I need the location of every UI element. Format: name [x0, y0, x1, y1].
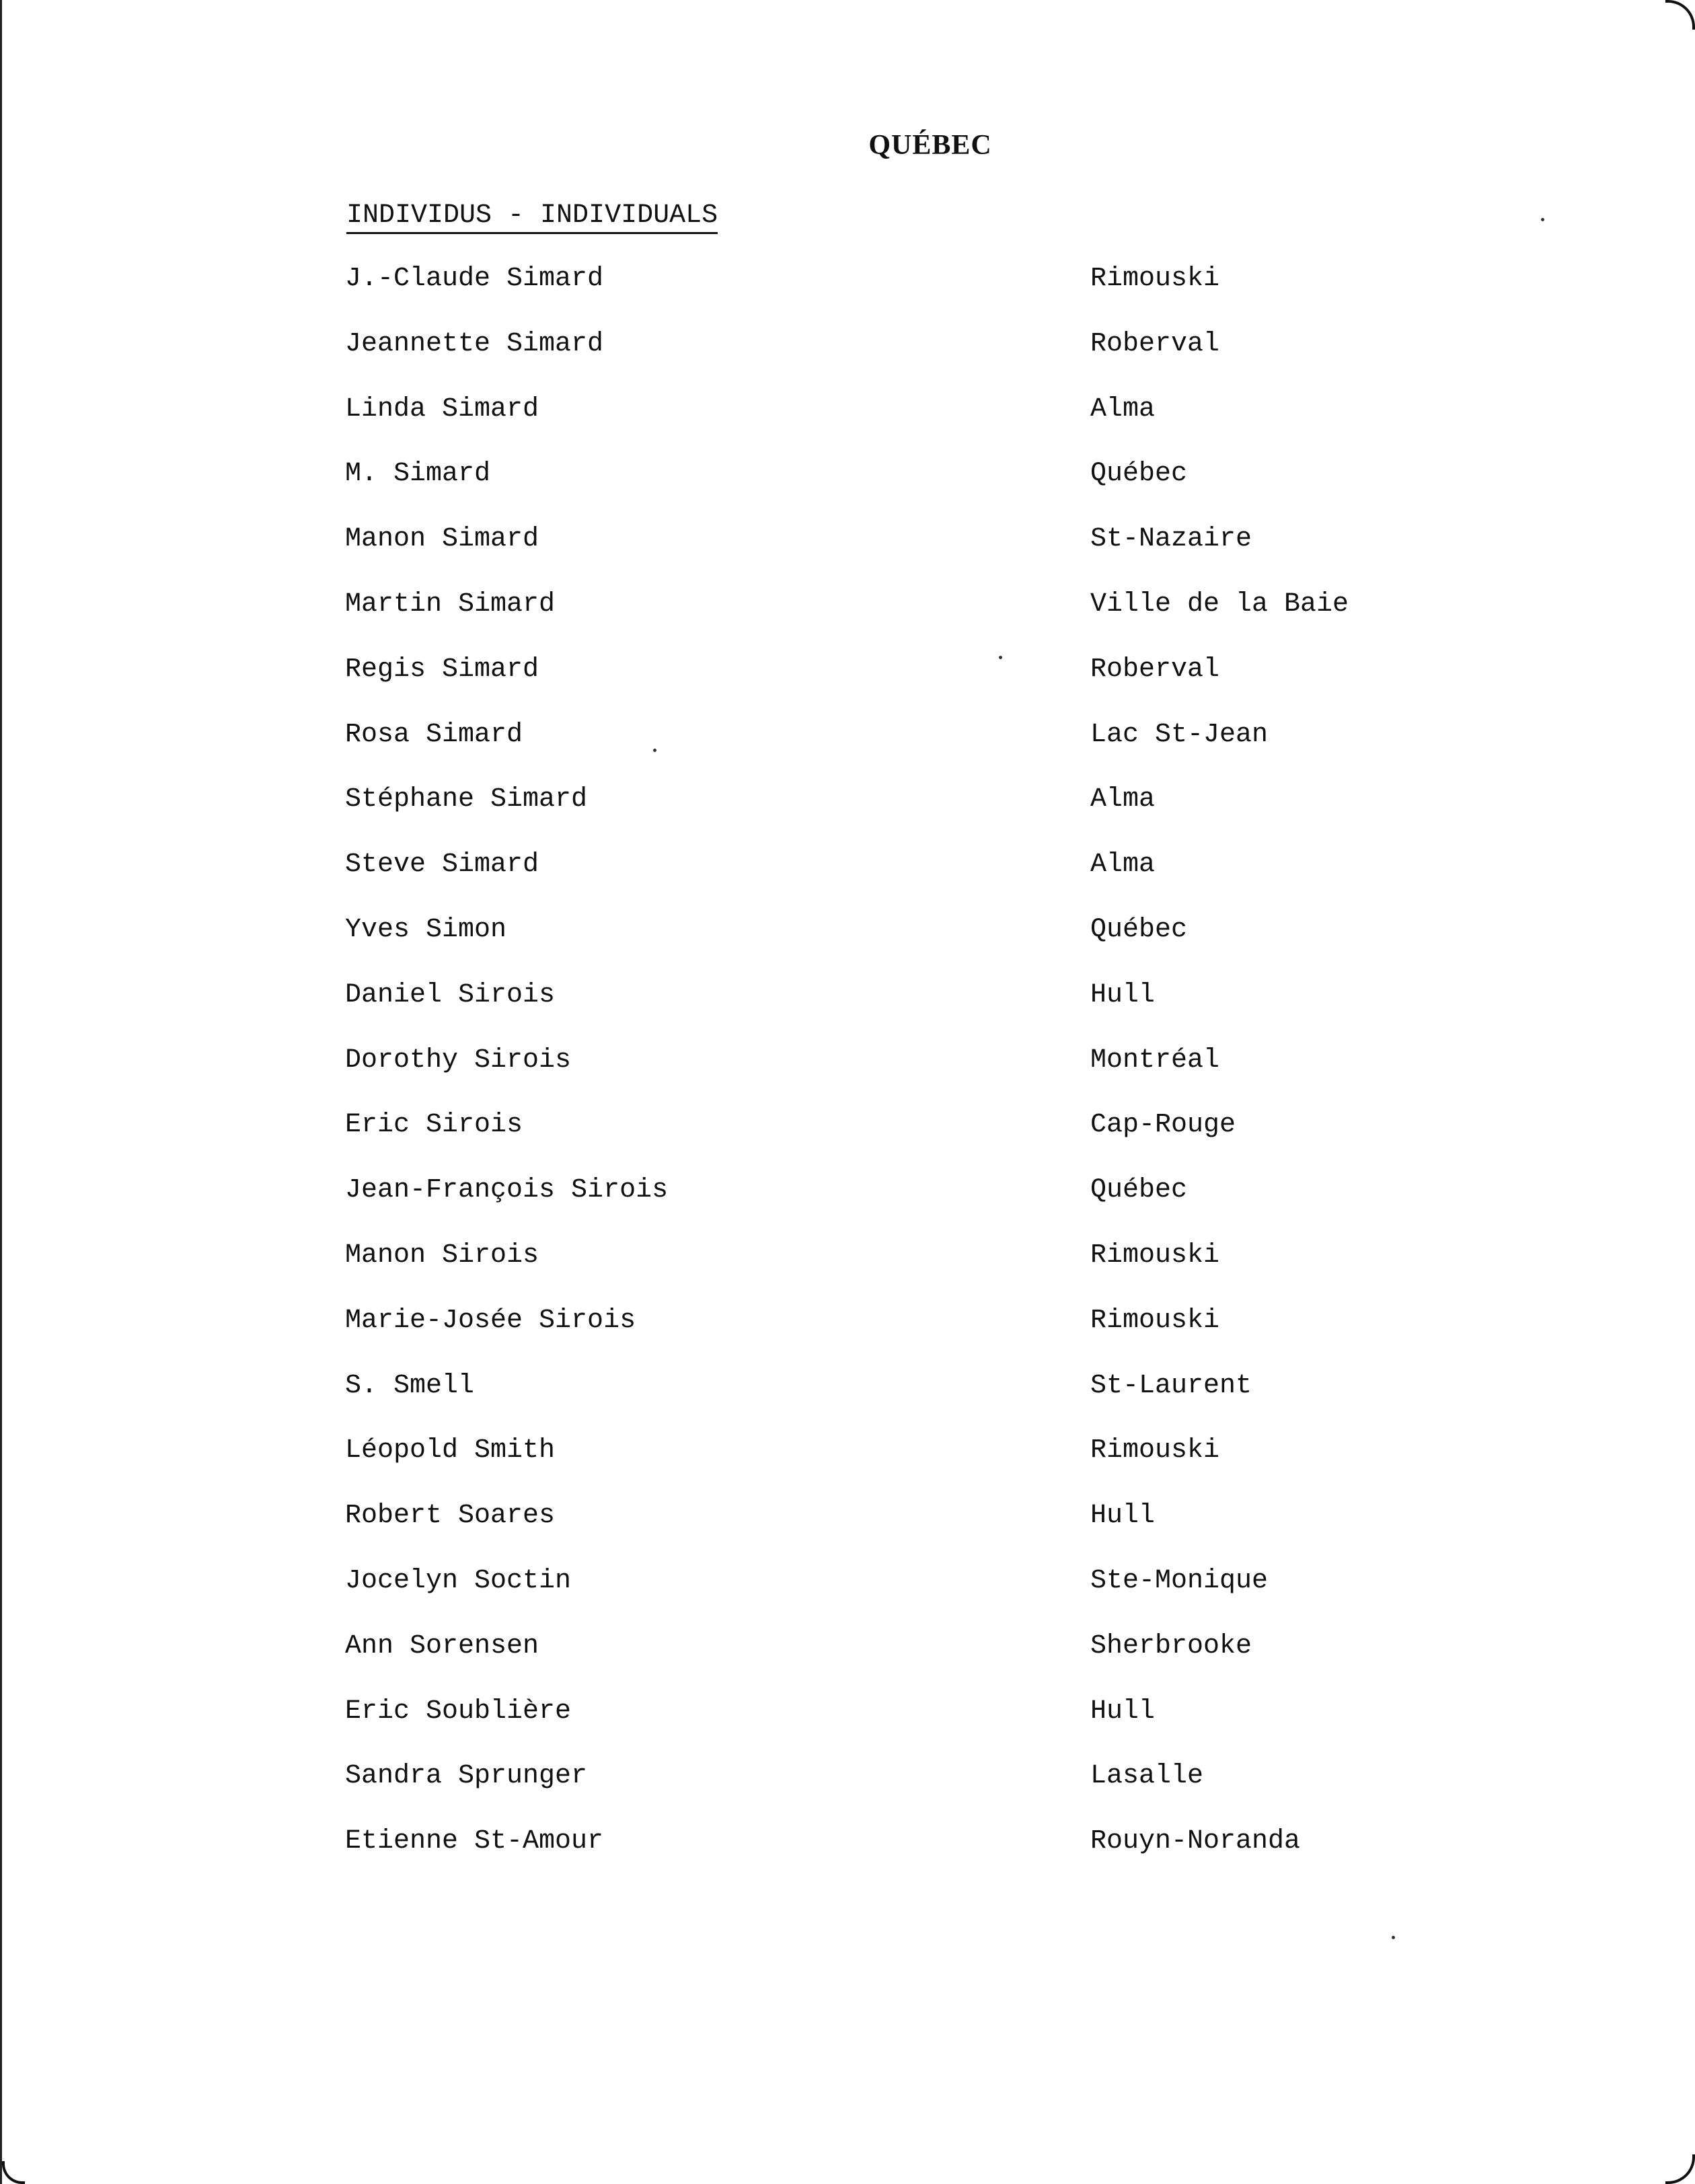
entry-name: Marie-Josée Sirois [345, 1305, 636, 1336]
entry-city: Alma [1090, 393, 1156, 424]
list-item [2, 915, 1695, 980]
entry-name: Léopold Smith [345, 1435, 556, 1466]
entry-city: Rouyn-Noranda [1090, 1826, 1301, 1857]
list-item [2, 264, 1695, 329]
entry-city: Québec [1090, 459, 1188, 490]
entry-name: Eric Sirois [345, 1110, 523, 1141]
entry-city: Roberval [1090, 654, 1220, 685]
entry-name: Robert Soares [345, 1501, 556, 1532]
list-item [2, 1110, 1695, 1175]
entry-city: St-Nazaire [1090, 524, 1252, 555]
list-item [2, 850, 1695, 915]
list-item [2, 459, 1695, 524]
entry-city: Lasalle [1090, 1761, 1204, 1792]
scan-speck [1392, 1936, 1395, 1939]
page-corner-bottom-left [2, 2161, 25, 2184]
entry-name: Yves Simon [345, 914, 507, 945]
entry-name: Rosa Simard [345, 719, 523, 750]
list-item [2, 1566, 1695, 1631]
entry-name: Dorothy Sirois [345, 1045, 572, 1076]
page-corner-bottom-right [1665, 2154, 1695, 2184]
list-item [2, 394, 1695, 459]
list-item [2, 654, 1695, 720]
entries-list [2, 264, 1695, 1891]
list-item [2, 589, 1695, 654]
list-item [2, 1175, 1695, 1240]
list-item [2, 1240, 1695, 1306]
entry-name: Regis Simard [345, 654, 539, 685]
entry-name: Sandra Sprunger [345, 1761, 588, 1792]
list-item [2, 1045, 1695, 1110]
page-corner-top-right [1665, 0, 1695, 30]
list-item [2, 1761, 1695, 1826]
entry-name: Martin Simard [345, 589, 556, 619]
section-heading: INDIVIDUS - INDIVIDUALS [346, 200, 718, 234]
entry-name: M. Simard [345, 459, 491, 490]
entry-name: J.-Claude Simard [345, 264, 604, 294]
list-item [2, 720, 1695, 785]
entry-city: Hull [1090, 1696, 1156, 1727]
entry-city: Lac St-Jean [1090, 719, 1269, 750]
entry-city: St-Laurent [1090, 1370, 1252, 1401]
entry-city: Alma [1090, 850, 1156, 880]
entry-city: Rimouski [1090, 1435, 1220, 1466]
entry-city: Hull [1090, 979, 1156, 1010]
list-item [2, 329, 1695, 394]
scan-speck [1541, 218, 1544, 221]
list-item [2, 524, 1695, 589]
entry-name: Stéphane Simard [345, 784, 588, 815]
entry-city: Cap-Rouge [1090, 1110, 1236, 1141]
list-item [2, 1435, 1695, 1501]
list-item [2, 1696, 1695, 1762]
entry-city: Montréal [1090, 1045, 1220, 1076]
entry-name: Jocelyn Soctin [345, 1565, 572, 1596]
entry-city: Ste-Monique [1090, 1565, 1269, 1596]
entry-city: Sherbrooke [1090, 1630, 1252, 1661]
entry-name: S. Smell [345, 1370, 475, 1401]
page-title: QUÉBEC [868, 130, 992, 161]
list-item [2, 1631, 1695, 1696]
entry-name: Ann Sorensen [345, 1630, 539, 1661]
entry-city: Roberval [1090, 328, 1220, 359]
entry-city: Rimouski [1090, 1240, 1220, 1271]
list-item [2, 1826, 1695, 1891]
scan-speck [653, 749, 656, 752]
entry-name: Etienne St-Amour [345, 1826, 604, 1857]
scan-speck [999, 656, 1002, 659]
list-item [2, 1306, 1695, 1371]
list-item [2, 1501, 1695, 1566]
entry-city: Hull [1090, 1501, 1156, 1532]
entry-city: Alma [1090, 784, 1156, 815]
entry-name: Eric Soublière [345, 1696, 572, 1727]
entry-city: Rimouski [1090, 1305, 1220, 1336]
list-item [2, 1371, 1695, 1436]
entry-name: Daniel Sirois [345, 979, 556, 1010]
entry-city: Rimouski [1090, 264, 1220, 294]
entry-name: Linda Simard [345, 393, 539, 424]
entry-name: Jean-François Sirois [345, 1175, 669, 1206]
list-item [2, 784, 1695, 850]
list-item [2, 980, 1695, 1045]
entry-city: Ville de la Baie [1090, 589, 1349, 619]
entry-city: Québec [1090, 1175, 1188, 1206]
entry-city: Québec [1090, 914, 1188, 945]
entry-name: Manon Sirois [345, 1240, 539, 1271]
entry-name: Manon Simard [345, 524, 539, 555]
entry-name: Jeannette Simard [345, 328, 604, 359]
entry-name: Steve Simard [345, 850, 539, 880]
